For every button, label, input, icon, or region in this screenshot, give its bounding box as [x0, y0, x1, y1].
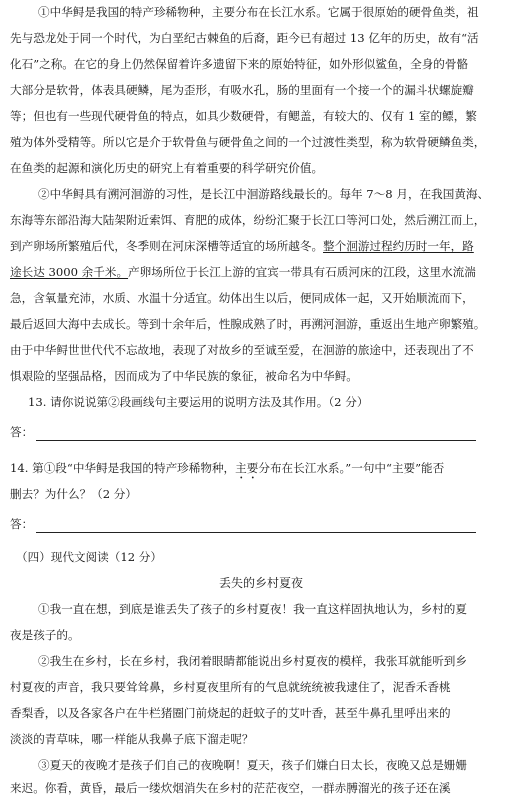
- essay-title: 丢失的乡村夏夜: [218, 576, 303, 590]
- p2-line-7: 由于中华鲟世世代代不忘故地，表现了对故乡的至诚至爱，在洄游的旅途中，还表现出了不: [10, 343, 474, 357]
- e3-line-2: 来迟。你看，黄昏，最后一缕炊烟消失在乡村的茫茫夜空，一群赤膊溜光的孩子还在溪: [10, 781, 451, 795]
- answer-line-14[interactable]: [36, 532, 476, 533]
- p2-line-1: ②中华鲟具有溯河洄游的习性，是长江中洄游路线最长的。每年 7～8 月，在我国黄海、: [38, 187, 490, 201]
- question-14-line-2: 删去？为什么？（2 分）: [10, 487, 137, 501]
- e1-line-2: 夜是孩子的。: [10, 628, 80, 642]
- e1-line-1: ①我一直在想，到底是谁丢失了孩子的乡村夏夜！我一直这样固执地认为，乡村的夏: [38, 602, 467, 616]
- p2-line-4: [10, 260, 512, 284]
- section-heading: （四）现代文阅读（12 分）: [16, 550, 162, 564]
- p1-line-4: 大部分是软骨，体表具硬鳞，尾为歪形，有吸水孔，肠的里面有一个接一个的漏斗状螺旋瓣: [10, 83, 474, 97]
- p2-line-3: [10, 234, 512, 258]
- p2-line-5: 急，含氧量充沛，水质、水温十分适宜。幼体出生以后，便同成体一起，又开始顺流而下，: [10, 291, 474, 305]
- p1-line-6: 殖为体外受精等。所以它是介于软骨鱼与硬骨鱼之间的一个过渡性类型，称为软骨硬鳞鱼类，: [10, 135, 486, 149]
- p2-line-6: 最后返回大海中去成长。等到十余年后，性腺成熟了时，再溯河洄游，重返出生地产卵繁殖。: [10, 317, 486, 331]
- q14-emphasis: 主要: [235, 461, 259, 475]
- p2-line-3-text: 到产卵场所繁殖后代，冬季则在河床深槽等适宜的场所越冬。: [10, 239, 324, 253]
- e2-line-1: ②我生在乡村，长在乡村，我闭着眼睛都能说出乡村夏夜的模样，我张耳就能听到乡: [38, 654, 467, 668]
- underlined-sentence-part-1: 整个洄游过程约历时一年，路: [323, 239, 474, 253]
- p1-line-2: 先与恐龙处于同一个时代，为白垩纪古棘鱼的后裔，距今已有超过 13 亿年的历史，故有“活: [10, 31, 479, 45]
- answer-label-14: 答：: [10, 517, 34, 531]
- p1-line-1: ①中华鲟是我国的特产珍稀物种，主要分布在长江水系。它属于很原始的硬骨鱼类，祖: [38, 5, 479, 19]
- e3-line-1: ③夏天的夜晚才是孩子们自己的夜晚啊！夏天，孩子们嫌白日太长，夜晚又总是姗姗: [38, 758, 467, 772]
- answer-label-13: 答：: [10, 425, 34, 439]
- answer-line-13[interactable]: [36, 440, 476, 441]
- question-13: 13. 请你说说第②段画线句主要运用的说明方法及其作用。（2 分）: [28, 395, 369, 409]
- q14-text-post: 分布在长江水系。”一句中“主要”能否: [258, 461, 445, 475]
- e2-line-3: 香梨香，以及各家各户在牛栏猪圈门前烧起的赶蚊子的艾叶香，甚至牛鼻孔里呼出来的: [10, 706, 451, 720]
- p1-line-5: 等；但也有一些现代硬骨鱼的特点，如具少数硬骨，有鳃盖，有较大的、仅有 1 室的鳔，繁: [10, 109, 477, 123]
- p2-line-2: 东海等东部沿海大陆架附近索饵、育肥的成体，纷纷汇聚于长江口等河口处，然后溯江而上，: [10, 213, 486, 227]
- p1-line-7: 在鱼类的起源和演化历史的研究上有着重要的科学研究价值。: [10, 161, 324, 175]
- p1-line-3: 化石”之称。在它的身上仍然保留着许多遗留下来的原始特征，如外形似鲨鱼，全身的骨骼: [10, 57, 469, 71]
- p2-line-8: 惧艰险的坚强品格，因而成为了中华民族的象征，被命名为中华鲟。: [10, 369, 358, 383]
- p2-line-4-text: 产卵场所位于长江上游的宜宾一带具有石质河床的江段，这里水流湍: [128, 265, 476, 279]
- e2-line-4: 淡淡的青草味，哪一样能从我鼻子底下溜走呢？: [10, 732, 254, 746]
- underlined-sentence-part-2: 途长达 3000 余千米。: [10, 265, 129, 279]
- e2-line-2: 村夏夜的声音，我只要耸耸鼻，乡村夏夜里所有的气息就统统被我逮住了，泥香禾香桃: [10, 680, 451, 694]
- question-14-line-1: [10, 456, 512, 480]
- q14-text-pre: 14. 第①段“中华鲟是我国的特产珍稀物种，: [10, 461, 236, 475]
